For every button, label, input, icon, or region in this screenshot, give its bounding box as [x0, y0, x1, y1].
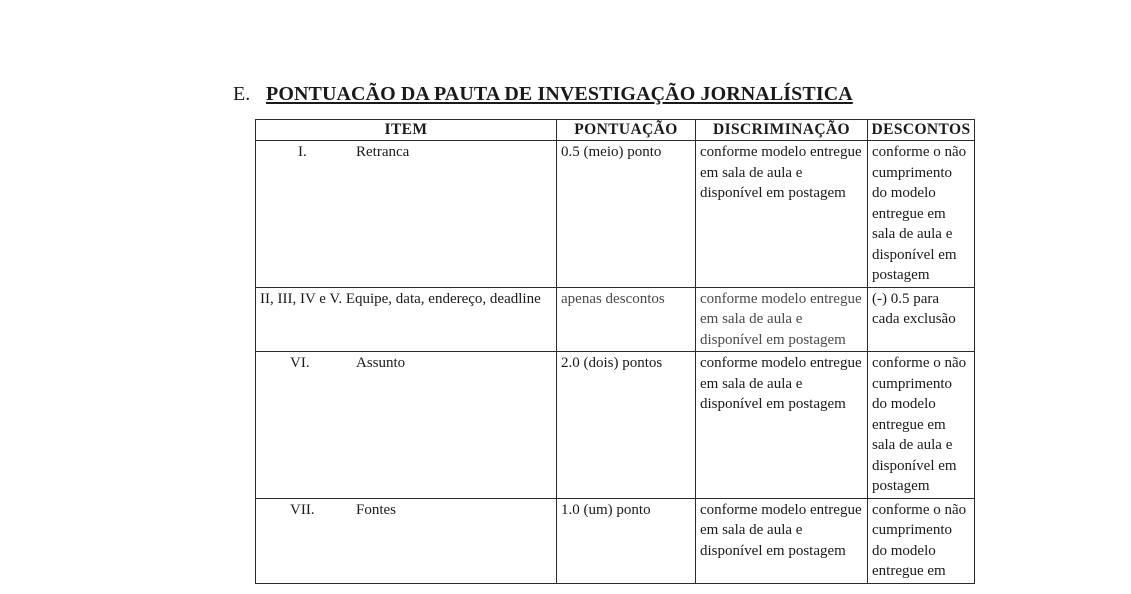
- item-number: VI.: [290, 355, 310, 371]
- discriminacao-cell: conforme modelo entregue em sala de aula e disponível em postagem: [696, 287, 868, 352]
- descontos-cell: (-) 0.5 para cada exclusão: [868, 287, 975, 352]
- table-row: [256, 141, 975, 288]
- header-descontos: DESCONTOS: [868, 120, 975, 141]
- scoring-table: [255, 119, 975, 584]
- item-cell: [256, 352, 557, 499]
- discriminacao-cell: conforme modelo entregue em sala de aula e disponível em postagem: [696, 141, 868, 288]
- table-header-row: [256, 120, 975, 141]
- pontuacao-cell: 0.5 (meio) ponto: [557, 141, 696, 288]
- section-heading: [233, 82, 853, 106]
- header-pontuacao: PONTUAÇÃO: [557, 120, 696, 141]
- section-title: PONTUACÃO DA PAUTA DE INVESTIGAÇÃO JORNALÍSTICA: [266, 83, 853, 105]
- section-letter: E.: [233, 83, 251, 105]
- pontuacao-cell: apenas descontos: [557, 287, 696, 352]
- pontuacao-cell: 1.0 (um) ponto: [557, 498, 696, 583]
- descontos-cell: conforme o não cumprimento do modelo entregue em sala de aula e disponível em postagem: [868, 141, 975, 288]
- item-number: I.: [298, 144, 307, 160]
- header-discriminacao: DISCRIMINAÇÃO: [696, 120, 868, 141]
- item-name: Retranca: [356, 144, 410, 160]
- table-row: [256, 287, 975, 352]
- item-cell: II, III, IV e V. Equipe, data, endereço, deadline: [256, 287, 557, 352]
- table-row: [256, 498, 975, 583]
- item-number: VII.: [290, 501, 315, 518]
- item-name: Fontes: [356, 501, 397, 518]
- descontos-cell: conforme o não cumprimento do modelo entregue em sala de aula e disponível em postagem: [868, 352, 975, 499]
- item-name: Assunto: [356, 355, 406, 371]
- discriminacao-cell: conforme modelo entregue em sala de aula e disponível em postagem: [696, 352, 868, 499]
- pontuacao-cell: 2.0 (dois) pontos: [557, 352, 696, 499]
- header-item: ITEM: [256, 120, 557, 141]
- item-cell: [256, 141, 557, 288]
- table-row: [256, 352, 975, 499]
- descontos-cell: conforme o não cumprimento do modelo entregue em: [868, 498, 975, 583]
- discriminacao-cell: conforme modelo entregue em sala de aula e disponível em postagem: [696, 498, 868, 583]
- item-cell: [256, 498, 557, 583]
